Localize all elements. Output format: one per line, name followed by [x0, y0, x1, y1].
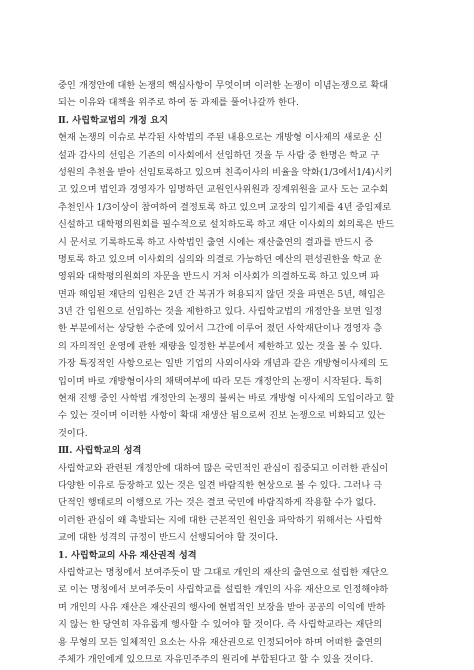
text-line: 되는 이유와 대책을 위주로 하여 동 과제를 풀어나갈까 한다. — [58, 97, 299, 109]
text-line: 명토록 하고 있으며 이사회의 심의와 의결로 가능하던 예산의 편성권한을 학교 운 — [58, 253, 383, 265]
text-line: 로 이는 명칭에서 보여주듯이 사립학교를 설립한 개인의 사유 재산으로 인정해야하 — [58, 584, 389, 596]
text-line: 용 무형의 모든 일체적인 요소는 사유 재산권으로 인정되어야 하며 어떠한 출연의 — [58, 636, 383, 648]
text-line: 수 있는 것이며 이러한 사항이 확대 재생산 됨으로써 진보 논쟁으로 비화되고 있는 — [58, 410, 386, 422]
text-line: 신설하고 대학평의원회를 필수적으로 설치하도록 하고 재단 이사회의 회의록은 반드 — [58, 219, 395, 231]
text-line: 고 있으며 법인과 경영자가 임명하던 교원인사위원과 징계위원을 교사 도는 교수회 — [58, 184, 389, 196]
text-line: 단적인 행태로의 이행으로 가는 것은 결코 국민에 바람직하게 작용할 수가 없다. — [58, 497, 377, 509]
text-line: 영위와 대학평의원회의 자문을 반드시 거처 이사회가 의결하도록 하고 있으며 파 — [58, 271, 380, 283]
text-line: 것이다. — [58, 427, 88, 439]
text-line: 성원의 추천을 받아 선임토록하고 있으며 친족이사의 비율을 약화(1/3에서1/4)시키 — [58, 166, 393, 178]
section-heading: Ⅱ. 사립학교법의 개정 요지 — [58, 114, 169, 126]
text-line: 면과 해임된 재단의 임원은 2년 간 복귀가 허용되지 않던 것을 파면은 5년, 해임은 — [58, 288, 386, 300]
text-line: 설과 감사의 선임은 기존의 이사회에서 선임하던 것을 두 사람 중 한명은 학교 구 — [58, 149, 380, 161]
text-line: 며 개인의 사유 재산은 재산권의 행사에 현법적인 보장을 받아 공공의 이익에 반하 — [58, 601, 386, 613]
text-line: 추천인사 1/3이상이 참여하여 결정토록 하고 있으며 교장의 임기제를 4년 중임제로 — [58, 201, 392, 213]
text-line: 사립학교와 관련된 개정안에 대하여 많은 국민적인 관심이 집중되고 이러한 관심이 — [58, 462, 389, 474]
text-line: 다양한 이유로 등장하고 있는 것은 일견 바람직한 현상으로 볼 수 있다. 그러나 극 — [58, 479, 383, 491]
text-line: 중인 개정안에 대한 논쟁의 핵심사항이 무엇이며 이러한 논쟁이 이념논쟁으로 확대 — [58, 80, 389, 91]
section-heading: 1. 사립학교의 사유 재산권적 성격 — [58, 549, 197, 561]
text-line: 주체가 개인에게 있으므로 자유민주주의 원리에 부합된다고 할 수 있을 것이다. — [58, 653, 374, 665]
text-line: 의 자의적인 운영에 관한 재량을 일정한 부분에서 제한하고 있는 것을 볼 수 있다. — [58, 340, 383, 352]
text-line: 현재 논쟁의 이슈로 부각된 사학법의 주된 내용으로는 개방형 이사제의 새로운 신 — [58, 132, 383, 144]
document-body — [58, 77, 428, 668]
text-line: 현재 진행 중인 사학법 개정안의 논쟁의 불씨는 바로 개방형 이사제의 도입이라고 할 — [58, 393, 395, 405]
text-line: 한 부분에서는 상당한 수준에 있어서 그간에 이루어 졌던 사학재단이나 경영자 층 — [58, 323, 383, 335]
text-line: 입이며 바로 개방형이사의 채택여부에 따라 모든 개정안의 논쟁이 시작된다. 특히 — [58, 375, 383, 387]
text-line: 교에 대한 성격의 규정이 반드시 선행되어야 할 것이다. — [58, 532, 279, 544]
text-line: 사립학교는 명칭에서 보여주듯이 말 그대로 개인의 재산의 출연으로 설립한 재단으 — [58, 566, 389, 578]
text-line: 3년 간 임원으로 선임하는 것을 제한하고 있다. 사립학교법의 개정안을 보면 일정 — [58, 306, 383, 318]
section-heading: Ⅲ. 사립학교의 성격 — [58, 445, 142, 457]
text-line: 지 않는 한 당연히 자유롭게 행사할 수 있어야 할 것이다. 즉 사립학교라는 재단의 — [58, 619, 383, 631]
text-line: 시 문서로 기록하도록 하고 사학법인 출연 시에는 재산출연의 결과를 반드시 증 — [58, 236, 374, 248]
text-line: 이러한 관심이 왜 촉발되는 지에 대한 근본적인 원인을 파악하기 위해서는 사립학 — [58, 514, 383, 526]
text-line: 가장 특징적인 사항으로는 일반 기업의 사외이사와 개념과 같은 개방형이사제의 도 — [58, 358, 389, 370]
